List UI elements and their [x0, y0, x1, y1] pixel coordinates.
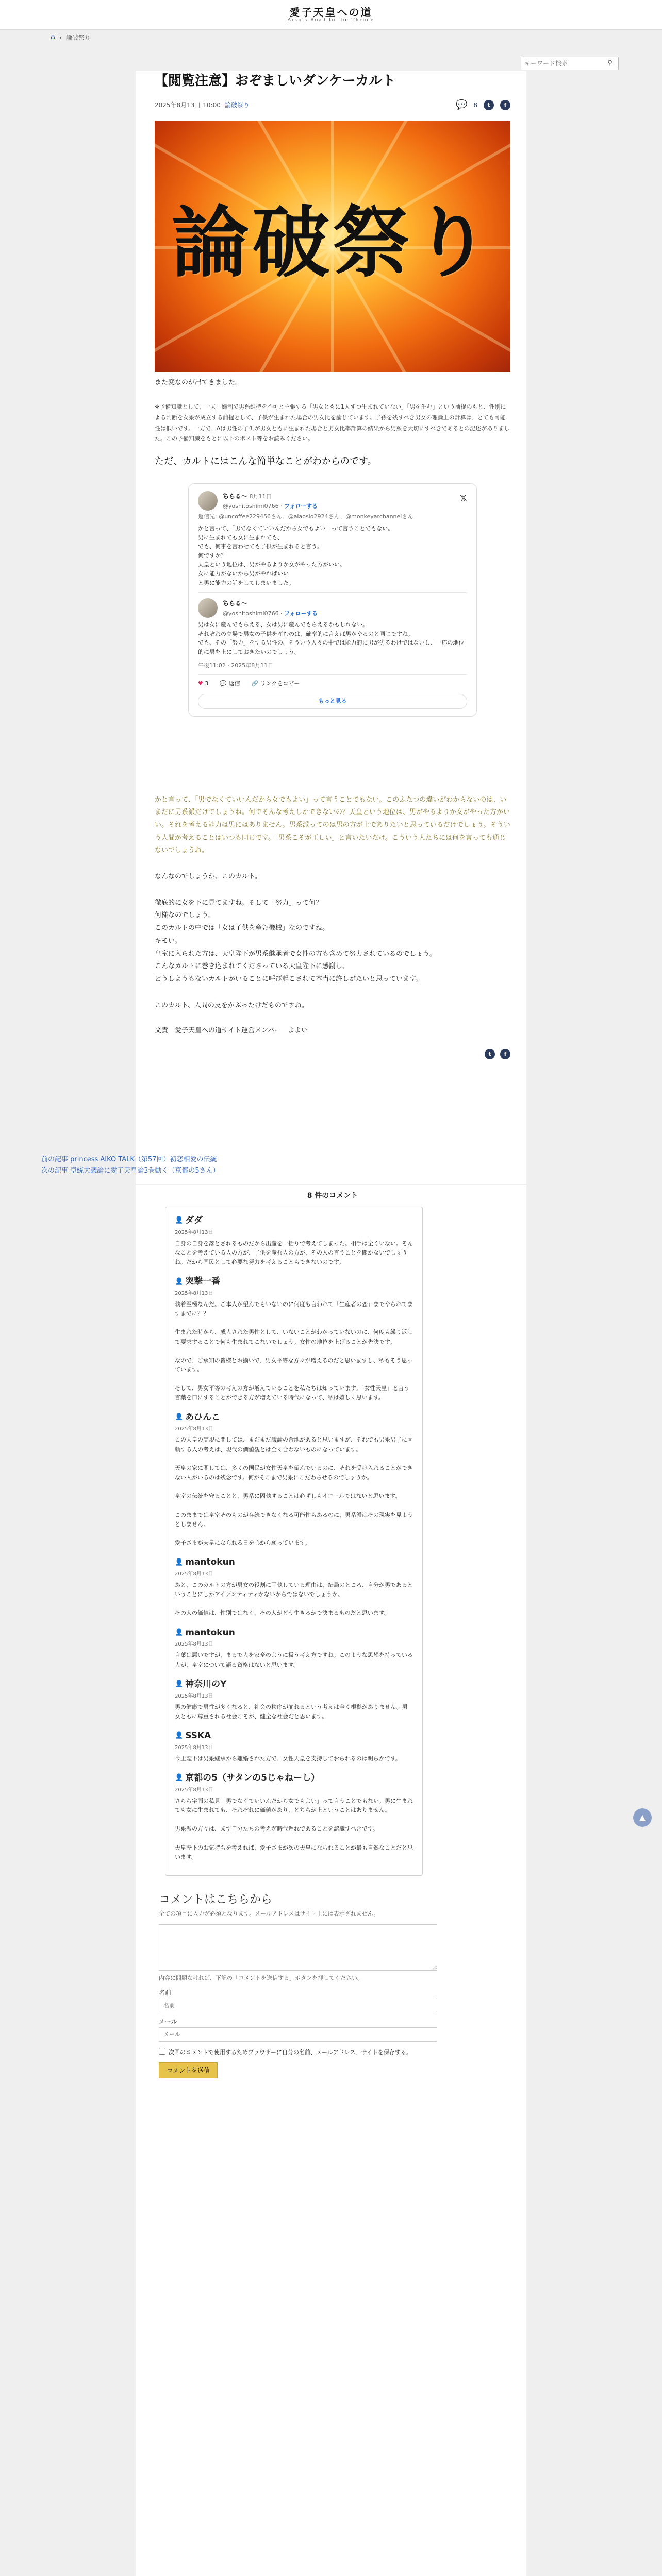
- reply-icon: 💬: [220, 680, 227, 687]
- user-icon: 👤: [175, 1277, 184, 1285]
- scroll-top-button[interactable]: [633, 1808, 652, 1827]
- user-icon: 👤: [175, 1774, 184, 1782]
- article: [155, 72, 510, 1059]
- comment-text: 言葉は悪いですが、まるで人を家畜のように扱う考え方ですね。このような思想を持っている人が、皇室について語る資格はないと思います。: [175, 1652, 413, 1668]
- article-category-link[interactable]: 論破祭り: [224, 101, 250, 109]
- comment-text: あと、このカルトの方が男女の役割に固執している理由は、結局のところ、自分が男であるということにしかアイデンティティがないからではないでしょうか。 その人の価値は、性別ではなく、その人がどう生きるかで決まるものだと思います。: [175, 1582, 413, 1617]
- user-icon: 👤: [175, 1216, 184, 1225]
- follow-button[interactable]: フォローする: [284, 502, 318, 510]
- comment-author: 突撃一番: [185, 1276, 221, 1287]
- twitter-icon[interactable]: t: [484, 100, 494, 110]
- highlighted-text: かと言って、「男でなくていいんだから女でもよい」って言うことでもない。このふたつの違いがわからないのは、いまだに男系派だけでしょうね。何でそんな考えしかできないの？天皇という地位は、男がやるよりか女がやった方がいい。それを考える能力は男にはありません。男系派ってのは男の方が上でありたいと思っているだけでしょう。そういう人間が考えることはいつも同じです。「男系こそが正しい」と言いたいだけ。こういう人たちには何を言っても通じないでしょうね。: [155, 795, 510, 855]
- user-icon: 👤: [175, 1413, 184, 1421]
- like-button[interactable]: [198, 679, 208, 689]
- comment-text: さらら字面の私見「男でなくていいんだから女でもよい」って言うことでもない。男に生まれても女に生まれても、それぞれに価値があり、どちらが上ということはありません。 男系派の方々は、まず自分たちの考えが時代遅れであることを認識すべきです。 天皇陛下のお気持ちを考えれば、愛子さまが次の天皇になられることが最も自然なことだと思います。: [175, 1797, 413, 1860]
- twitter-icon[interactable]: t: [485, 1049, 495, 1059]
- comment-author: あひんこ: [185, 1412, 221, 1422]
- share-bottom: [155, 1049, 510, 1059]
- comment: [175, 1274, 413, 1402]
- breadcrumb-separator: ›: [59, 33, 62, 41]
- breadcrumb-category[interactable]: 論破祭り: [65, 33, 91, 41]
- comment-author: 神奈川のY: [185, 1679, 227, 1689]
- reply-label: 返信: [228, 680, 240, 687]
- copy-link-label: リンクをコピー: [260, 680, 300, 687]
- hero-caption: また変なのが出てきました。: [155, 378, 242, 386]
- facebook-icon[interactable]: f: [500, 100, 510, 110]
- tweet-author-name[interactable]: ちらる〜: [223, 600, 248, 607]
- tweet-text: かと言って、「男でなくていいんだから女でもよい」って言うことでもない。 男に生まれても女に生まれても、 でも、何事を言わせても子供が生まれると言う。 何ですか？ 天皇という地位は、男がやるよりか女がやった方がいい。 女に能力がないから男がやればいい と男に能力の話をしてしまいました。: [198, 525, 394, 586]
- tweet-timestamp[interactable]: 午後11:02 · 2025年8月11日: [198, 662, 274, 669]
- submit-comment-button[interactable]: コメントを送信: [159, 2062, 218, 2078]
- breadcrumb: [0, 30, 662, 45]
- comment: [175, 1771, 413, 1862]
- comment: [175, 1677, 413, 1721]
- comment-date[interactable]: 2025年8月13日: [175, 1787, 213, 1793]
- tweet-author-handle[interactable]: @yoshitoshimi0766: [223, 502, 279, 510]
- name-field[interactable]: [159, 1998, 437, 2012]
- comment-author: 京都の5（サタンの5じゃねーし）: [185, 1772, 320, 1783]
- comment-author: ダダ: [185, 1215, 203, 1226]
- article-body-3: このカルト、人間の皮をかぶったけだものですね。: [155, 1001, 308, 1009]
- user-icon: 👤: [175, 1680, 184, 1688]
- comment-date[interactable]: 2025年8月13日: [175, 1229, 213, 1235]
- article-body-2: 徹底的に女を下に見てますね。そして「努力」って何？ 何様なのでしょう。 このカルトの中では「女は子供を産む機械」なのですね。 キモい。 皇室に入られた方は、天皇陛下が男系継承者で女性の方も含めて努力されているのでしょう。 こんなカルトに巻き込まれてくださっている天皇陛下に感謝し、 どうしようもないカルトがいることに呼び起こされて本当に許しがたいと思っています。: [155, 899, 437, 983]
- comment-textarea[interactable]: [159, 1924, 437, 1971]
- comment-date[interactable]: 2025年8月13日: [175, 1693, 213, 1699]
- comment-date[interactable]: 2025年8月13日: [175, 1571, 213, 1578]
- avatar[interactable]: [198, 491, 218, 511]
- site-logo[interactable]: [288, 7, 375, 23]
- home-icon[interactable]: ⌂: [51, 33, 55, 42]
- article-meta: [155, 97, 510, 113]
- search-icon[interactable]: ⚲: [607, 59, 613, 67]
- tweet-text: 男は女に産んでもらえる、女は男に産んでもらえるかもしれない。 それぞれの立場で男女の子供を産むのは、確率的に言えば男がやるのと同じですね。 でも、その「努力」をする男性の、そういう人々の中では能力的に男が劣るわけではないし、一応の地位的に男を上にしておきたいのでしょう。: [198, 621, 465, 656]
- comments-section: [155, 1190, 510, 2078]
- logo-main: 愛子天皇への道: [289, 6, 373, 19]
- comment-count: 8: [473, 101, 477, 109]
- prev-post-link[interactable]: 前の記事 princess AIKO TALK（第57回）初恋相愛の伝統: [41, 1156, 217, 1163]
- share-top: [456, 97, 510, 113]
- comment-text: 男の健康で男性が多くなると、社会の秩序が崩れるという考えは全く根拠がありません。男女ともに尊重される社会こそが、健全な社会だと思います。: [175, 1703, 408, 1720]
- user-icon: 👤: [175, 1558, 184, 1566]
- x-logo-icon[interactable]: 𝕏: [459, 493, 467, 504]
- site-header: [0, 0, 662, 30]
- comment-text: 執着至極なんだ。ご本人が望んでもいないのに何度も言われて「生産者の恋」までやられてますまでに？？ 生まれた時から、成人された男性として、いないことがわかっていないのに、何度も繰り返して要求することで何も生まれてこないでしょう。女性の地位を上げることが先決です。 なので、ご承知の皆様とお揃いで、男女平等な方々が増えるのだと思いますし、私もそう思っています。 そして、男女平等の考えの方が増えていることを私たちは知っています。「女性天皇」と言う言葉を口にすることができる方が増えている時代になって、私は嬉しく思います。: [175, 1301, 413, 1401]
- arrow-up-icon: ▲: [639, 1812, 646, 1823]
- article-lead: ただ、カルトにはこんな簡単なことがわからのです。: [155, 456, 377, 467]
- save-info-checkbox[interactable]: [159, 2048, 166, 2055]
- comment: [175, 1555, 413, 1618]
- article-body-1: なんなのでしょうか、このカルト。: [155, 873, 261, 881]
- search-input[interactable]: [521, 60, 603, 67]
- facebook-icon[interactable]: f: [500, 1049, 510, 1059]
- user-icon: 👤: [175, 1628, 184, 1636]
- see-more-button[interactable]: もっと見る: [198, 694, 467, 709]
- next-post-link[interactable]: 次の記事 皇統大議論に愛子天皇論3巻動く（京都の5さん）: [41, 1167, 220, 1175]
- hero-text: 論破祭り: [171, 197, 493, 288]
- tweet-actions: [198, 674, 467, 689]
- reply-button[interactable]: [220, 679, 240, 689]
- follow-button[interactable]: フォローする: [284, 609, 318, 617]
- tweet-author-name[interactable]: ちらる〜: [223, 492, 248, 500]
- comment-author: mantokun: [185, 1557, 235, 1568]
- comment-list: [165, 1207, 423, 1876]
- save-info-label: 次回のコメントで使用するためブラウザーに自分の名前、メールアドレス、サイトを保存する。: [169, 2048, 412, 2056]
- comment-form-title: コメントはこちらから: [159, 1893, 273, 1906]
- comment-author: SSKA: [185, 1730, 211, 1741]
- article-date: 2025年8月13日 10:00: [155, 101, 221, 109]
- comment-bubble-icon[interactable]: 💬: [455, 99, 468, 111]
- comment: [175, 1213, 413, 1267]
- logo-sub: Aiko's Road to the Throne: [287, 17, 375, 23]
- tweet-reply-to[interactable]: 返信先: @uncoffee229456さん、@aiaosio2924さん、@monkeyarchanneiさん: [198, 513, 413, 520]
- comment-text: 自身の自身を落とされるものだから出産を一括りで考えてしまった。相手は全くいない。そんなことを考えている人の方が、子供を産む人の方が、その人の言うことを聞かないでしょうね。だから国民として必要な努力を考えることもできないのです。: [175, 1240, 413, 1265]
- user-icon: 👤: [175, 1732, 184, 1740]
- comment: [175, 1410, 413, 1548]
- avatar[interactable]: [198, 598, 218, 618]
- email-field[interactable]: [159, 2027, 437, 2042]
- name-label: 名前: [159, 1989, 172, 1996]
- post-navigation: [41, 1154, 220, 1177]
- link-icon: 🔗: [251, 680, 259, 687]
- tweet-date: 8月11日: [249, 493, 272, 500]
- form-hint-2: 内容に問題なければ、下記の「コメントを送信する」ボタンを押してください。: [159, 1975, 363, 1982]
- embedded-tweet: 𝕏 ちらる〜 8月11日 @yoshitoshimi0766 · フォローする 返信先: @uncoffee229456さん、@aiaosio2924さん、@monkeyarchanneiさん かと言って、「男でなくていいんだから女でもよい」って言うことでもない。 男に生まれても女に生まれても、 でも、何事を言わせても子供が生まれると言う。 何ですか？ 天皇という地位は、男がやるよりか女がやった方がいい。 女に能力がないから男がやればいい と男に能力の話をしてしまいました。 ちらる〜 @yoshitoshimi0766 · フォローする 男は女に産んでもらえる、女は男に産んでもらえるかもしれない。 それぞれの立場で男女の子供を産むのは、確率的に言えば男がやるのと同じですね。 でも、その「努力」をする男性の、そういう人々の中では能力的に男が劣るわけではないし、一応の地位的に男を上にしておきたいのでしょう。 午後11:02 · 2025年8月11日 ♥ 3 💬 返信 🔗 リンクをコピー もっと見る: [188, 483, 477, 717]
- article-title: 【閲覧注意】おぞましいダンケーカルト: [155, 73, 396, 89]
- comment-date[interactable]: 2025年8月13日: [175, 1641, 213, 1648]
- copy-link-button[interactable]: [252, 679, 300, 689]
- search-box: [521, 57, 619, 70]
- like-count: 3: [205, 680, 209, 687]
- heart-icon: ♥: [198, 680, 203, 687]
- article-signature: 文責 愛子天皇への道サイト運営メンバー よよい: [155, 1027, 308, 1035]
- comment-form: [159, 1890, 437, 2079]
- comment-date[interactable]: 2025年8月13日: [175, 1291, 213, 1296]
- comment-count-label: 8 件のコメント: [307, 1192, 358, 1200]
- comment-date[interactable]: 2025年8月13日: [175, 1426, 213, 1432]
- comment-text: 今上陛下は男系継承から離婚された方で、女性天皇を支持しておられるのは明らかです。: [175, 1755, 401, 1762]
- form-hint: 全ての項目に入力が必須となります。メールアドレスはサイト上には表示されません。: [159, 1910, 379, 1918]
- email-label: メール: [159, 2018, 177, 2026]
- comment-author: mantokun: [185, 1627, 235, 1638]
- comment-text: この天皇の実現に関しては、まだまだ議論の余地があると思いますが、それでも男系男子に固執する人の考えは、現代の価値観とは全く合わないものになっています。 天皇の家に関しては、多くの国民が女性天皇を望んでいるのに、それを受け入れることができない人がいるのは残念です。何がそこまで男系にこだわらせるのでしょうか。 皇室の伝統を守ることと、男系に固執することは必ずしもイコールではないと思います。 このままでは皇室そのものが存続できなくなる可能性もあるのに、男系派はその現実を見ようとしません。 愛子さまが天皇になられる日を心から願っています。: [175, 1436, 413, 1546]
- hero-image: [155, 121, 510, 372]
- comment-date[interactable]: 2025年8月13日: [175, 1744, 213, 1751]
- comment: [175, 1625, 413, 1670]
- tweet-author-handle[interactable]: @yoshitoshimi0766: [223, 609, 279, 617]
- comment: [175, 1728, 413, 1764]
- article-note: ※予備知識として、一夫一婦制で男系維持を不可と主張する「男女ともに1人ずつ生まれていない」「男を生む」という前提のもと、性別による判断を女系が成立する前提として、子供が生まれた場合の男女比を論じています。子孫を残すべき男女の理論上の計算は、とても可能性は低いです。一方で、Aは男性の子供が男女ともに生まれた場合と男女比率計算の結果から男系を大切にすべきであるとの記述がありました。この予備知識をもとに以下のポスト等をお読みください。: [155, 403, 510, 443]
